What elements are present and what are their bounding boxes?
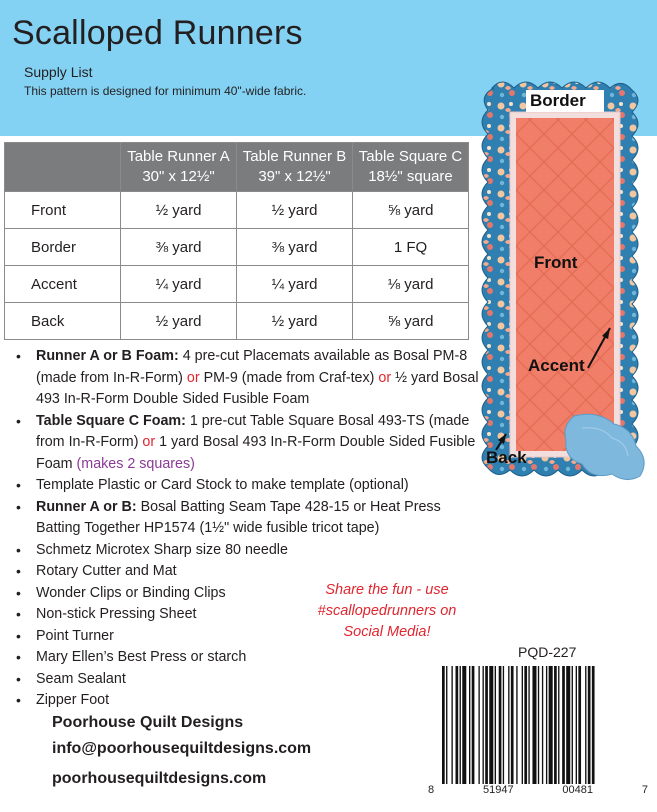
barcode-bar [576,666,577,784]
barcode-bar [456,666,459,784]
barcode-bar [588,666,591,784]
barcode-bar [485,666,488,784]
barcode-bar [469,666,470,784]
barcode-bar [451,666,452,784]
page-subtitle: Supply List [24,64,93,80]
item-text: ½ yard Bosal 493 In-R-Form Double Sided Fusible Foam [36,369,479,407]
table-cell: ½ yard [237,303,353,340]
barcode-bar [478,666,479,784]
barcode-bar [442,666,445,784]
item-or: or [182,369,200,386]
barcode-block [428,644,648,802]
list-item [14,540,484,562]
bullet-icon: • [16,692,21,708]
share-line: Social Media! [343,624,431,640]
barcode-bar [446,666,447,784]
list-item [14,475,484,497]
barcode-bar [522,666,523,784]
barcode-bar [578,666,581,784]
item-or: or [138,434,156,450]
barcode-bar [549,666,553,784]
row-label: Front [5,192,121,229]
barcode-bar [472,666,475,784]
company-email[interactable]: info@poorhousequiltdesigns.com [52,740,312,757]
barcode-bar [499,666,502,784]
table-cell: ½ yard [237,192,353,229]
column-size: 18½" square [368,168,453,185]
barcode-bar [538,666,539,784]
barcode-bar [516,666,517,784]
company-website[interactable]: poorhousequiltdesigns.com [52,770,267,787]
list-item [14,690,484,712]
table-cell: ⅜ yard [237,229,353,266]
item-bold-label: Table Square C Foam: [36,412,186,429]
barcode-bar [528,666,529,784]
barcode-bar [508,666,509,784]
barcode-bar [489,666,493,784]
list-item [14,669,484,691]
row-label: Back [5,303,121,340]
item-text: 1 pre-cut Table Square Bosal 493-TS (made from In-R-Form) [36,412,470,450]
table-header-row [5,143,469,192]
list-item [14,647,484,669]
column-size: 39" x 12½" [258,168,331,185]
list-item [14,497,484,540]
barcode-bar [542,666,543,784]
runner-label-border: Border [530,91,586,110]
supply-list [14,346,484,712]
barcode-bar [592,666,595,784]
barcode-bar [511,666,514,784]
item-text: 1 yard Bosal 493 In-R-Form Double Sided Fusible Foam [36,434,476,472]
row-label: Accent [5,266,121,303]
bullet-icon: • [16,670,21,687]
company-info [52,711,311,791]
barcode-bar [462,666,466,784]
item-bold-label: Runner A or B Foam: [36,348,179,364]
table-row [5,192,469,229]
item-text: Bosal Batting Seam Tape 428-15 or Heat Press Batting Together HP1574 (1½" wide fusible tricot tape) [36,498,441,536]
list-item [14,346,484,411]
bullet-icon: • [16,477,21,493]
table-cell: ⅝ yard [353,303,469,340]
item-text: Zipper Foot [36,692,110,708]
table-row [5,303,469,340]
row-label: Border [5,229,121,266]
item-text: Seam Sealant [36,670,126,687]
barcode-bar [558,666,559,784]
barcode-bar [566,666,570,784]
table-cell: ½ yard [121,303,237,340]
bullet-icon: • [16,649,21,665]
barcode-bar [546,666,547,784]
barcode-bar [585,666,586,784]
item-text: Wonder Clips or Binding Clips [36,584,226,601]
column-name: Table Square C [358,148,463,165]
bullet-icon: • [16,498,21,515]
scalloped-runner-graphic [474,78,656,498]
table-cell: ⅛ yard [353,266,469,303]
supply-table [4,142,469,340]
share-line: Share the fun - use [325,582,449,598]
barcode-bar [532,666,536,784]
table-cell: ¼ yard [121,266,237,303]
column-size: 30" x 12½" [142,168,215,185]
bullet-icon: • [16,412,21,429]
item-text: PM-9 (made from Craf-tex) [199,369,375,386]
barcode-digit-group: 51947 [482,784,514,796]
barcode-digit-group: 00481 [562,784,593,796]
table-cell: ½ yard [121,192,237,229]
barcode-graphic [438,666,648,784]
item-text: Non-stick Pressing Sheet [36,606,197,622]
runner-label-front: Front [534,253,578,272]
barcode-bar [503,666,504,784]
barcode-bar [562,666,565,784]
barcode-digit-group: 8 [428,784,435,796]
list-item [14,411,484,476]
barcode-bar [460,666,461,784]
table-cell: ⅝ yard [353,192,469,229]
item-text: Mary Ellen’s Best Press or starch [36,649,247,665]
barcode-bar [495,666,496,784]
table-row [5,266,469,303]
bullet-icon: • [16,563,21,579]
column-header-square-c [353,143,469,192]
table-row [5,229,469,266]
item-or: or [374,369,392,386]
column-header-runner-b [237,143,353,192]
bullet-icon: • [16,584,21,601]
bullet-icon: • [16,606,21,622]
item-text: Point Turner [36,627,114,644]
company-name: Poorhouse Quilt Designs [52,714,244,731]
barcode-bar [524,666,527,784]
product-code: PQD-227 [518,644,577,660]
runner-label-accent: Accent [528,356,585,375]
table-cell: ¼ yard [237,266,353,303]
barcode-bar [572,666,573,784]
item-text: Rotary Cutter and Mat [36,563,177,579]
barcode-digit-group: 7 [641,784,648,796]
item-text: 4 pre-cut Placemats available as Bosal PM-8 (made from In-R-Form) [36,348,468,386]
item-text: Template Plastic or Card Stock to make template (optional) [36,477,409,493]
bullet-icon: • [16,541,21,558]
item-bold-label: Runner A or B: [36,498,137,515]
barcode-bar [554,666,557,784]
barcode-digits [428,784,648,796]
runner-label-back: Back [486,448,527,467]
page-title: Scalloped Runners [12,14,303,52]
fabric-note: This pattern is designed for minimum 40"-wide fabric. [24,84,307,98]
barcode-bar [483,666,484,784]
item-note: (makes 2 squares) [72,455,195,472]
table-cell: 1 FQ [353,229,469,266]
column-name: Table Runner B [242,148,347,165]
column-name: Table Runner A [127,148,230,165]
bullet-icon: • [16,348,21,364]
share-callout [292,580,482,643]
share-hashtag: #scallopedrunners on [317,603,457,619]
column-header-runner-a [121,143,237,192]
runner-illustration [474,78,656,498]
table-corner-cell [5,143,121,192]
bullet-icon: • [16,627,21,644]
table-cell: ⅜ yard [121,229,237,266]
item-text: Schmetz Microtex Sharp size 80 needle [36,541,288,558]
